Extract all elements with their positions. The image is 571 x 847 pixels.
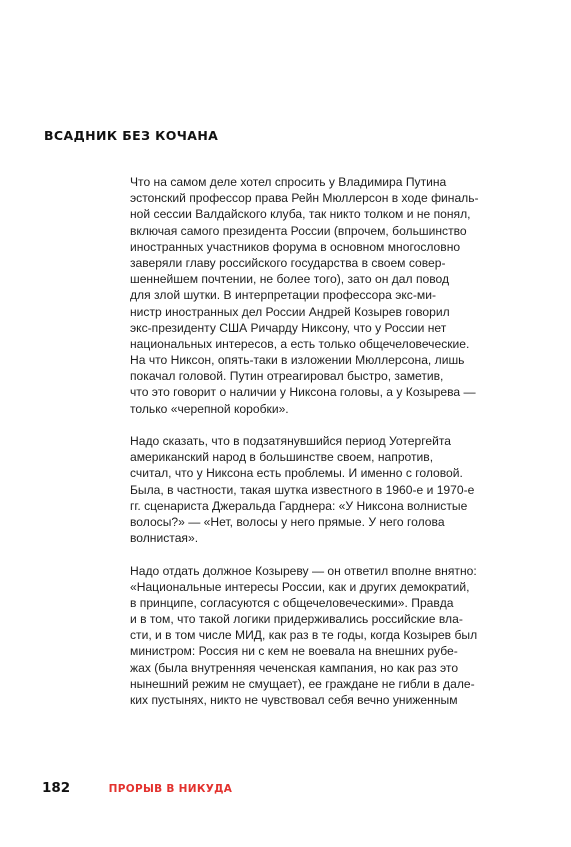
body-text: [130, 174, 530, 708]
text-line: в принципе, согласуются с общечеловеческими». Правда: [130, 595, 454, 610]
paragraph-3: [130, 563, 530, 709]
text-line: покачал головой. Путин отреагировал быстро, заметив,: [130, 369, 444, 384]
page-footer: [42, 779, 232, 797]
text-line: жах (была внутренняя чеченская кампания, но как раз это: [130, 660, 459, 675]
chapter-heading: ВСАДНИК БЕЗ КОЧАНА: [44, 128, 219, 143]
text-line: заверяли главу российского государства в своем совер-: [130, 255, 446, 270]
text-line: считал, что у Никсона есть проблемы. И именно с головой.: [130, 466, 463, 481]
text-line: включая самого президента России (впрочем, большинство: [130, 223, 467, 238]
text-line: На что Никсон, опять-таки в изложении Мюллерсона, лишь: [130, 353, 465, 368]
text-line: Была, в частности, такая шутка известного в 1960-е и 1970-е: [130, 482, 475, 497]
text-line: Что на самом деле хотел спросить у Владимира Путина: [130, 175, 447, 189]
text-line: что это говорит о наличии у Никсона головы, а у Козырева —: [130, 385, 476, 400]
text-line: волнистая».: [130, 531, 199, 546]
text-line: шеннейшем почтении, не более того), зато он дал повод: [130, 272, 450, 287]
text-line: иностранных участников форума в основном многословно: [130, 239, 461, 254]
text-line: эстонский профессор права Рейн Мюллерсон в ходе финаль-: [130, 191, 479, 206]
text-line: сти, и в том числе МИД, как раз в те годы, когда Козырев был: [130, 628, 478, 643]
paragraph-2: [130, 433, 530, 546]
text-line: Надо отдать должное Козыреву — он ответил вполне внятно:: [130, 563, 477, 578]
text-line: ной сессии Валдайского клуба, так никто толком и не понял,: [130, 207, 471, 222]
text-line: и в том, что такой логики придерживались российские вла-: [130, 612, 463, 627]
page-number: 182: [42, 780, 71, 796]
text-line: только «черепной коробки».: [130, 401, 289, 416]
text-line: министром: Россия ни с кем не воевала на внешних рубе-: [130, 644, 458, 659]
running-title: ПРОРЫВ В НИКУДА: [108, 783, 233, 795]
text-line: национальных интересов, а есть только общечеловеческие.: [130, 336, 470, 351]
text-line: ких пустынях, никто не чувствовал себя вечно униженным: [130, 693, 458, 707]
text-line: экс-президенту США Ричарду Никсону, что у России нет: [130, 320, 447, 335]
text-line: волосы?» — «Нет, волосы у него прямые. У него голова: [130, 514, 445, 529]
text-line: для злой шутки. В интерпретации профессора экс-ми-: [130, 288, 436, 303]
paragraph-1: [130, 174, 530, 417]
text-line: нистр иностранных дел России Андрей Козырев говорил: [130, 304, 450, 319]
text-line: гг. сценариста Джеральда Гарднера: «У Никсона волнистые: [130, 498, 468, 513]
text-line: нынешний режим не смущает), ее граждане не гибли в дале-: [130, 676, 475, 691]
text-line: Надо сказать, что в подзатянувшийся период Уотергейта: [130, 434, 451, 448]
text-line: «Национальные интересы России, как и других демократий,: [130, 579, 470, 594]
text-line: американский народ в большинстве своем, напротив,: [130, 450, 434, 465]
